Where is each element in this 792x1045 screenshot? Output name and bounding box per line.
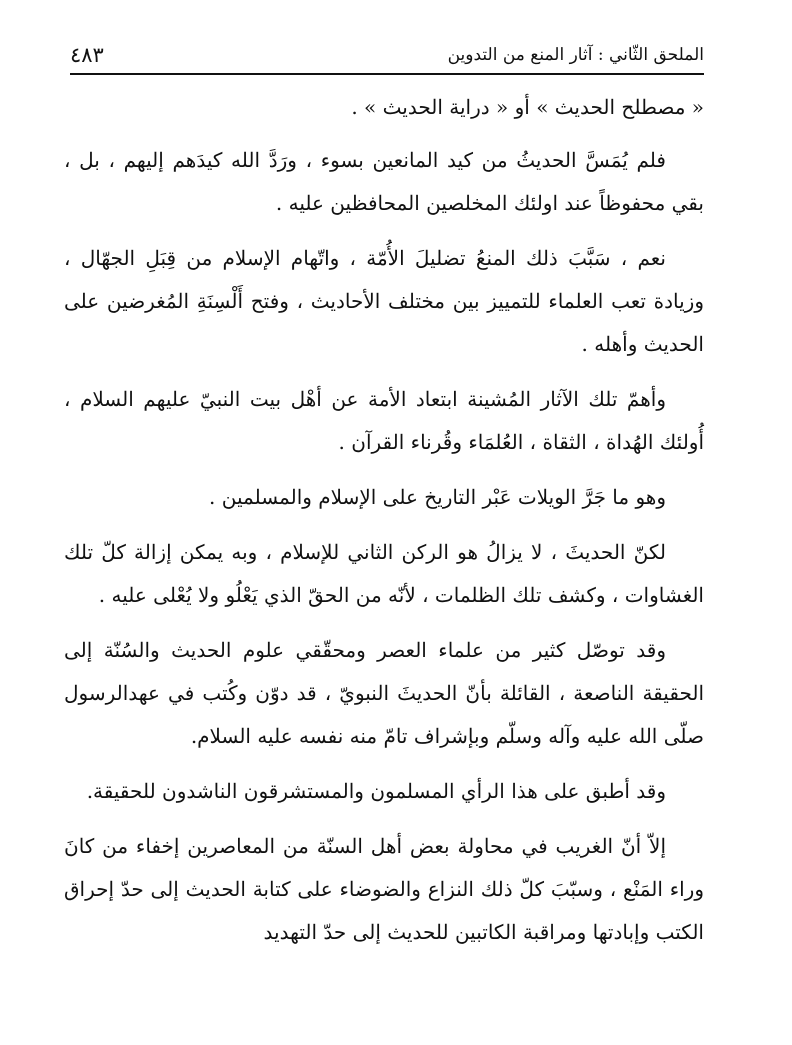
paragraph-6: لكنّ الحديثَ ، لا يزالُ هو الركن الثاني للإسلام ، وبه يمكن إزالة كلّ تلك الغشاوات ، وكشف تلك الظلمات ، لأنّه من الحقّ الذي يَعْلُو ولا يُعْلى عليه .	[64, 540, 704, 607]
header-rule	[70, 73, 704, 75]
running-header	[70, 30, 704, 66]
page-number: ٤٨٣	[70, 43, 104, 67]
paragraph-1: « مصطلح الحديث » أو « دراية الحديث » .	[351, 95, 704, 119]
paragraph-9: إلاّ أنّ الغريب في محاولة بعض أهل السنّة من المعاصرين إخفاء من كانَ وراء المَنْع ، وسبّبَ كلّ ذلك النزاع والضوضاء على كتابة الحديث إلى حدّ إحراق الكتب وإبادتها ومراقبة الكاتبين للحديث إلى حدّ التهديد	[64, 834, 704, 944]
paragraph-4: وأهمّ تلك الآثار المُشينة ابتعاد الأمة عن أهْل بيت النبيّ عليهم السلام ، أُولئك الهُداة ، الثقاة ، العُلمَاء وقُرناء القرآن .	[64, 387, 704, 454]
paragraph-2: فلم يُمَسَّ الحديثُ من كيد المانعين بسوء ، ورَدَّ الله كيدَهم إليهم ، بل ، بقي محفوظاً عند اولئك المخلصين المحافظين عليه .	[64, 148, 704, 215]
paragraph-3: نعم ، سَبَّبَ ذلك المنعُ تضليلَ الأُمّة ، واتّهام الإسلام من قِبَلِ الجهّال ، وزيادة تعب العلماء للتمييز بين مختلف الأحاديث ، وفتح أَلْسِنَةِ المُغرضين على الحديث وأهله .	[64, 246, 704, 356]
paragraph-7: وقد توصّل كثير من علماء العصر ومحقّقي علوم الحديث والسُنّة إلى الحقيقة الناصعة ، القائلة بأنّ الحديثَ النبويّ ، قد دوّن وكُتب في عهدالرسول صلّى الله عليه وآله وسلّم وبإشراف تامّ منه نفسه عليه السلام.	[64, 638, 704, 748]
paragraph-5: وهو ما جَرَّ الويلات عَبْر التاريخ على الإسلام والمسلمين .	[209, 485, 666, 509]
body-text	[64, 86, 704, 966]
paragraph-8: وقد أطبق على هذا الرأي المسلمون والمستشرقون الناشدون للحقيقة.	[86, 779, 666, 803]
running-header-title: الملحق الثّاني : آثار المنع من التدوين	[447, 45, 704, 65]
